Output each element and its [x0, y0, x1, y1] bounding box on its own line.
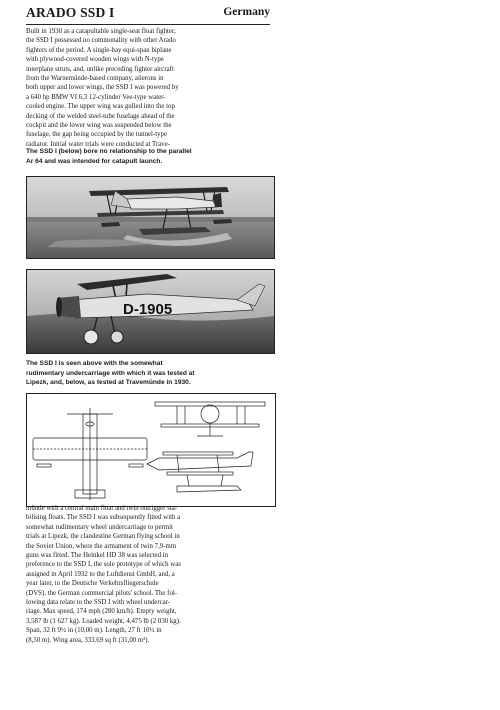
- caption-line: Ar 64 and was intended for catapult launch.: [26, 157, 163, 165]
- text-line: (DVS), the German commercial pilots' school. The fol-: [26, 589, 178, 597]
- text-line: 3,587 lb (1 627 kg). Loaded weight, 4,475 lb (2 030 kg).: [26, 617, 181, 625]
- text-line: (8,50 m). Wing area, 333.69 sq ft (31,00 m²).: [26, 636, 150, 644]
- body-paragraph-2: [26, 504, 270, 645]
- text-line: from the Warnemünde-based company, ailerons in: [26, 75, 164, 83]
- text-line: the SSD I possessed no commonality with other Arado: [26, 37, 176, 45]
- text-line: riage. Max speed, 174 mph (280 km/h). Empty weight,: [26, 608, 177, 616]
- caption-line: The SSD I (below) bore no relationship to the parallel: [26, 148, 192, 155]
- text-line: with plywood-covered wooden wings with N-type: [26, 56, 164, 64]
- country-label: Germany: [223, 6, 270, 18]
- text-line: fuselage, the gap being occupied by the tunnel-type: [26, 131, 168, 139]
- text-line: Built in 1930 as a catapultable single-seat float fighter,: [26, 28, 176, 35]
- text-line: münde with a central main float and twin outrigger sta-: [26, 505, 178, 512]
- text-line: trials at Lipezk, the clandestine German flying school in: [26, 533, 180, 541]
- text-line: year later, to the Deutsche Verkehrsfliegerschule: [26, 580, 159, 588]
- text-line: preference to the SSD I, the sole prototype of which was: [26, 561, 181, 569]
- text-line: bilising floats. The SSD I was subsequently fitted with a: [26, 514, 181, 522]
- landplane-photo: [26, 269, 275, 354]
- text-line: Span, 32 ft 9½ in (10,00 m). Length, 27 ft 10½ in: [26, 627, 162, 635]
- text-line: the Soviet Union, where the armament of twin 7,9-mm: [26, 542, 177, 550]
- text-line: cooled engine. The upper wing was gulled into the top: [26, 103, 175, 111]
- caption-line: Lipezk, and, below, as tested at Travemünde in 1930.: [26, 379, 191, 387]
- header-rule: [26, 24, 270, 25]
- caption-line: The SSD I is seen above with the somewhat: [26, 360, 163, 367]
- photo-caption-1: [26, 147, 246, 166]
- three-view-drawing: [26, 393, 276, 507]
- landplane-photo-graphic: [27, 270, 274, 353]
- seaplane-photo: [26, 176, 275, 259]
- caption-line: rudimentary undercarriage with which it was tested at: [26, 369, 195, 377]
- text-line: lowing data relate to the SSD I with wheel undercar-: [26, 599, 171, 607]
- text-line: decking of the welded steel-tube fuselage ahead of the: [26, 112, 175, 120]
- body-paragraph-1: [26, 27, 270, 149]
- three-view-graphic: [27, 394, 275, 506]
- seaplane-photo-graphic: [27, 177, 274, 258]
- text-line: fighters of the period. A single-bay equi-span biplane: [26, 46, 172, 54]
- text-line: a 640 hp BMW VI 6,3 12-cylinder Vee-type water-: [26, 93, 166, 101]
- aircraft-title: ARADO SSD I: [26, 5, 115, 20]
- photo-caption-2: [26, 359, 276, 388]
- registration-marking: D-1905: [123, 301, 173, 318]
- text-line: interplane struts, and, unlike preceding fighter aircraft: [26, 65, 174, 73]
- text-line: assigned in April 1932 to the Luftdienst GmbH, and, a: [26, 570, 175, 578]
- text-line: both upper and lower wings, the SSD I was powered by: [26, 84, 179, 92]
- text-line: guns was fitted. The Heinkel HD 38 was selected in: [26, 552, 169, 560]
- text-line: radiator. Initial water trials were conducted at Trave-: [26, 140, 171, 148]
- text-line: somewhat rudimentary wheel undercarriage to permit: [26, 523, 173, 531]
- text-line: cockpit and the lower wing was suspended below the: [26, 122, 172, 130]
